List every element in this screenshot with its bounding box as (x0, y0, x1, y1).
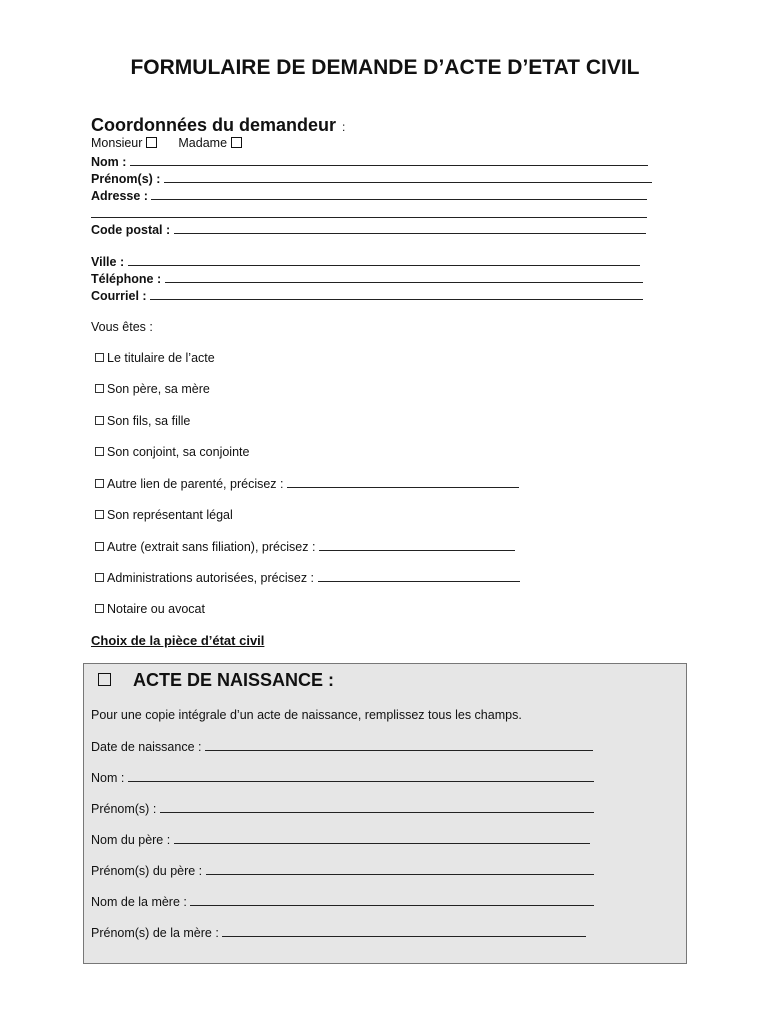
prenoms-mere-field[interactable] (222, 925, 586, 937)
naissance-field-row (91, 770, 594, 785)
choice-option[interactable] (91, 382, 210, 396)
acte-naissance-checkbox[interactable] (98, 673, 111, 686)
adresse-field-line2[interactable] (91, 217, 647, 218)
ville-field[interactable] (128, 254, 640, 266)
acte-naissance-panel (83, 663, 687, 964)
choice-option[interactable] (91, 414, 190, 428)
requester-heading-colon: : (342, 120, 346, 134)
code-postal-label: Code postal : (91, 223, 171, 237)
adresse-field[interactable] (151, 188, 647, 200)
checkbox[interactable] (95, 573, 104, 582)
adresse-row (91, 188, 647, 203)
courriel-field[interactable] (150, 288, 643, 300)
choice-option[interactable] (91, 476, 519, 491)
choice-option[interactable] (91, 602, 205, 616)
choice-option[interactable] (91, 351, 215, 365)
naissance-nom-field[interactable] (128, 770, 594, 782)
field-label: Prénom(s) de la mère : (91, 926, 219, 940)
choice-option[interactable] (91, 445, 249, 459)
checkbox[interactable] (95, 542, 104, 551)
code-postal-field[interactable] (174, 222, 646, 234)
code-postal-row (91, 222, 646, 237)
prenoms-field[interactable] (164, 171, 652, 183)
checkbox[interactable] (95, 416, 104, 425)
choice-option[interactable] (91, 570, 520, 585)
naissance-field-row (91, 832, 590, 847)
monsieur-label: Monsieur (91, 136, 143, 150)
naissance-field-row (91, 925, 586, 940)
choice-label: Son conjoint, sa conjointe (107, 445, 250, 459)
date-naissance-field[interactable] (205, 739, 593, 751)
choice-option[interactable] (91, 539, 515, 554)
extrait-precision-field[interactable] (319, 539, 515, 551)
field-label: Nom : (91, 771, 125, 785)
vous-etes-label: Vous êtes : (91, 320, 153, 334)
administration-precision-field[interactable] (318, 570, 520, 582)
choice-label: Son père, sa mère (107, 382, 210, 396)
choice-option[interactable] (91, 508, 233, 522)
choice-label: Son représentant légal (107, 508, 233, 522)
checkbox[interactable] (95, 353, 104, 362)
telephone-label: Téléphone : (91, 272, 162, 286)
ville-row (91, 254, 640, 269)
field-label: Prénom(s) du père : (91, 864, 203, 878)
requester-heading (91, 115, 345, 136)
checkbox[interactable] (95, 510, 104, 519)
madame-checkbox[interactable] (231, 137, 242, 148)
nom-pere-field[interactable] (174, 832, 590, 844)
adresse-label: Adresse : (91, 189, 148, 203)
naissance-field-row (91, 894, 594, 909)
acte-naissance-title: ACTE DE NAISSANCE : (133, 670, 335, 690)
naissance-field-row (91, 739, 593, 754)
naissance-field-row (91, 863, 594, 878)
nom-label: Nom : (91, 155, 127, 169)
checkbox[interactable] (95, 384, 104, 393)
requester-heading-text: Coordonnées du demandeur (91, 115, 337, 135)
acte-naissance-heading (98, 670, 334, 691)
monsieur-checkbox[interactable] (146, 137, 157, 148)
choice-label: Le titulaire de l’acte (107, 351, 215, 365)
checkbox[interactable] (95, 479, 104, 488)
choice-label: Autre (extrait sans filiation), précisez : (107, 540, 316, 554)
telephone-field[interactable] (165, 271, 643, 283)
telephone-row (91, 271, 643, 286)
naissance-prenoms-field[interactable] (160, 801, 594, 813)
courriel-row (91, 288, 643, 303)
nom-mere-field[interactable] (190, 894, 594, 906)
prenoms-label: Prénom(s) : (91, 172, 161, 186)
choice-label: Notaire ou avocat (107, 602, 205, 616)
checkbox[interactable] (95, 447, 104, 456)
prenoms-pere-field[interactable] (206, 863, 594, 875)
choice-label: Autre lien de parenté, précisez : (107, 477, 284, 491)
ville-label: Ville : (91, 255, 125, 269)
naissance-intro: Pour une copie intégrale d’un acte de naissance, remplissez tous les champs. (91, 708, 522, 722)
choice-label: Administrations autorisées, précisez : (107, 571, 315, 585)
madame-label: Madame (178, 136, 228, 150)
courriel-label: Courriel : (91, 289, 147, 303)
field-label: Nom de la mère : (91, 895, 187, 909)
choice-label: Son fils, sa fille (107, 414, 191, 428)
nom-row (91, 154, 648, 169)
naissance-field-row (91, 801, 594, 816)
field-label: Prénom(s) : (91, 802, 157, 816)
page-title: FORMULAIRE DE DEMANDE D’ACTE D’ETAT CIVIL (130, 56, 640, 79)
field-label: Date de naissance : (91, 740, 202, 754)
checkbox[interactable] (95, 604, 104, 613)
prenoms-row (91, 171, 652, 186)
nom-field[interactable] (130, 154, 648, 166)
field-label: Nom du père : (91, 833, 171, 847)
parente-precision-field[interactable] (287, 476, 519, 488)
choix-heading: Choix de la pièce d’état civil (91, 633, 265, 648)
civility-row (91, 136, 242, 150)
